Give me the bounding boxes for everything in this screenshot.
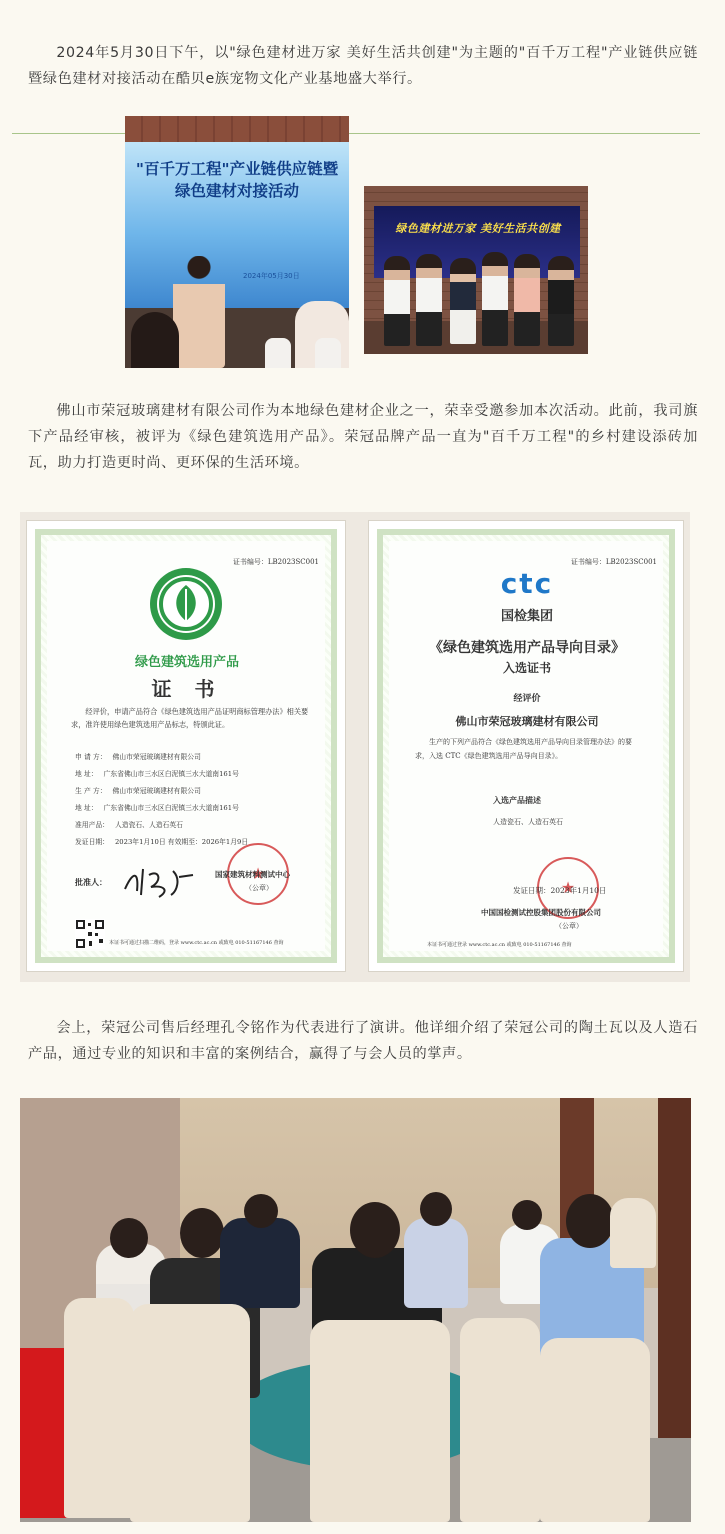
certificates-photo xyxy=(20,512,690,982)
cert-row-value: 佛山市荣冠玻璃建材有限公司 xyxy=(112,787,201,795)
cert-row-label: 生 产 方： xyxy=(75,787,107,795)
attendee xyxy=(404,1218,468,1308)
issuer-name: 中国国检测试控股集团股份有限公司 xyxy=(481,908,601,917)
person xyxy=(384,256,410,346)
company-paragraph xyxy=(28,398,698,476)
attendee-head xyxy=(180,1208,224,1258)
screen-date: 2024年05月30日 xyxy=(243,272,300,280)
meeting-photo xyxy=(20,1098,691,1522)
certificate-footer: 本证书可通过登录 www.ctc.ac.cn 或致电 010-51167146 查询 xyxy=(427,942,572,948)
backdrop-text: 绿色建材进万家 美好生活共创建 xyxy=(395,222,561,235)
cert-row xyxy=(75,766,325,783)
chair xyxy=(265,338,291,368)
issuer-name: 国家建筑材料测试中心 xyxy=(215,870,290,879)
attendee-head xyxy=(244,1194,278,1228)
intro-paragraph xyxy=(28,40,698,92)
cert-row xyxy=(75,783,325,800)
attendee-head xyxy=(420,1192,452,1226)
chair xyxy=(315,338,341,368)
speech-paragraph xyxy=(28,1015,698,1067)
cert-row xyxy=(75,817,325,834)
attendee-head xyxy=(512,1200,542,1230)
cert-row xyxy=(75,800,325,817)
issuer-seal: （公章） xyxy=(555,922,583,930)
product-description-label: 入选产品描述 xyxy=(493,795,541,805)
certificate-heading: 证 书 xyxy=(151,677,223,701)
screen-title xyxy=(129,158,345,202)
section-divider xyxy=(12,133,700,134)
screen-title-line1: "百千万工程"产业链供应链暨 xyxy=(135,160,339,178)
green-product-logo-icon xyxy=(147,565,225,643)
issuer-seal: （公章） xyxy=(245,884,273,892)
person xyxy=(450,258,476,344)
person xyxy=(548,256,574,346)
approver-label: 批准人： xyxy=(75,877,107,887)
brick-wall xyxy=(125,116,349,142)
product-description-value: 人造瓷石、人造石英石 xyxy=(493,818,563,826)
group-photo xyxy=(364,186,588,354)
certificate-brand: 绿色建筑选用产品 xyxy=(134,655,239,670)
audience-head xyxy=(131,312,179,368)
chair-cover xyxy=(310,1320,450,1522)
cert-row-value: 2023年1月10日 有效期至：2026年1月9日 xyxy=(114,838,249,846)
cert-row xyxy=(75,749,325,766)
issue-date: 发证日期：2023年1月10日 xyxy=(513,886,607,895)
cert-row-label: 发证日期： xyxy=(75,838,109,846)
speech-text: 会上，荣冠公司售后经理孔令铭作为代表进行了演讲。他详细介绍了荣冠公司的陶土瓦以及人造石产品，通过专业的知识和丰富的案例结合，赢得了与会人员的掌声。 xyxy=(28,1020,698,1062)
speaker-figure xyxy=(173,256,225,368)
attendee-head xyxy=(110,1218,148,1258)
cert-row-value: 佛山市荣冠玻璃建材有限公司 xyxy=(112,753,201,761)
cert-row-label: 地 址： xyxy=(75,804,98,812)
signature-icon xyxy=(119,861,199,901)
evaluation-label: 经评价 xyxy=(513,694,541,704)
chair-cover xyxy=(460,1318,540,1522)
chair-cover xyxy=(130,1304,250,1522)
cert-row xyxy=(75,834,325,851)
certificate-rows xyxy=(75,749,325,851)
ctc-directory-certificate xyxy=(368,520,684,972)
cert-row-label: 地 址： xyxy=(75,770,98,778)
certificate-number: 证书编号：LB2023SC001 xyxy=(232,558,319,566)
cert-row-label: 申 请 方： xyxy=(75,753,107,761)
certificate-title: 《绿色建筑选用产品导向目录》 xyxy=(429,640,625,656)
company-name: 佛山市荣冠玻璃建材有限公司 xyxy=(455,715,599,728)
group-name: 国检集团 xyxy=(500,609,553,624)
intro-text: 2024年5月30日下午，以"绿色建材进万家 美好生活共创建"为主题的"百千万工程"产业链供应链暨绿色建材对接活动在酷贝e族宠物文化产业基地盛大举行。 xyxy=(28,45,698,87)
chair-cover xyxy=(610,1198,656,1268)
certificate-footer: 本证书可通过扫描二维码，登录 www.ctc.ac.cn 或致电 010-51167146 查询 xyxy=(109,940,284,946)
certificate-number: 证书编号：LB2023SC001 xyxy=(570,558,657,566)
cert-row-value: 广东省佛山市三水区白泥镇三水大道南161号 xyxy=(103,770,239,778)
qr-code-icon xyxy=(75,919,105,949)
certificate-statement: 生产的下列产品符合《绿色建筑选用产品导向目录管理办法》的要求，入选 CTC《绿色建筑选用产品导向目录》。 xyxy=(415,738,632,760)
person xyxy=(416,254,442,346)
chair-cover xyxy=(540,1338,650,1522)
person xyxy=(482,252,508,346)
event-speaker-photo xyxy=(125,116,349,368)
attendee-head xyxy=(566,1194,614,1248)
cert-row-value: 广东省佛山市三水区白泥镇三水大道南161号 xyxy=(103,804,239,812)
certificate-statement: 经评价，申请产品符合《绿色建筑选用产品证明商标管理办法》相关要求，准许使用绿色建筑选用产品标志，特颁此证。 xyxy=(71,707,309,729)
screen-title-line2: 绿色建材对接活动 xyxy=(174,182,299,200)
company-text: 佛山市荣冠玻璃建材有限公司作为本地绿色建材企业之一，荣幸受邀参加本次活动。此前，我司旗下产品经审核，被评为《绿色建筑选用产品》。荣冠品牌产品一直为"百千万工程"的乡村建设添砖加瓦，助力打造更时尚、更环保的生活环境。 xyxy=(28,403,698,471)
certificate-subtitle: 入选证书 xyxy=(502,661,551,675)
ctc-logo-icon: ctc xyxy=(500,567,554,600)
attendee-head xyxy=(350,1202,400,1258)
cert-row-label: 准用产品： xyxy=(75,821,109,829)
attendee xyxy=(220,1218,300,1308)
person xyxy=(514,254,540,346)
chair-cover xyxy=(64,1298,134,1518)
cert-row-value: 人造瓷石、人造石英石 xyxy=(114,821,183,829)
green-building-certificate xyxy=(26,520,346,972)
